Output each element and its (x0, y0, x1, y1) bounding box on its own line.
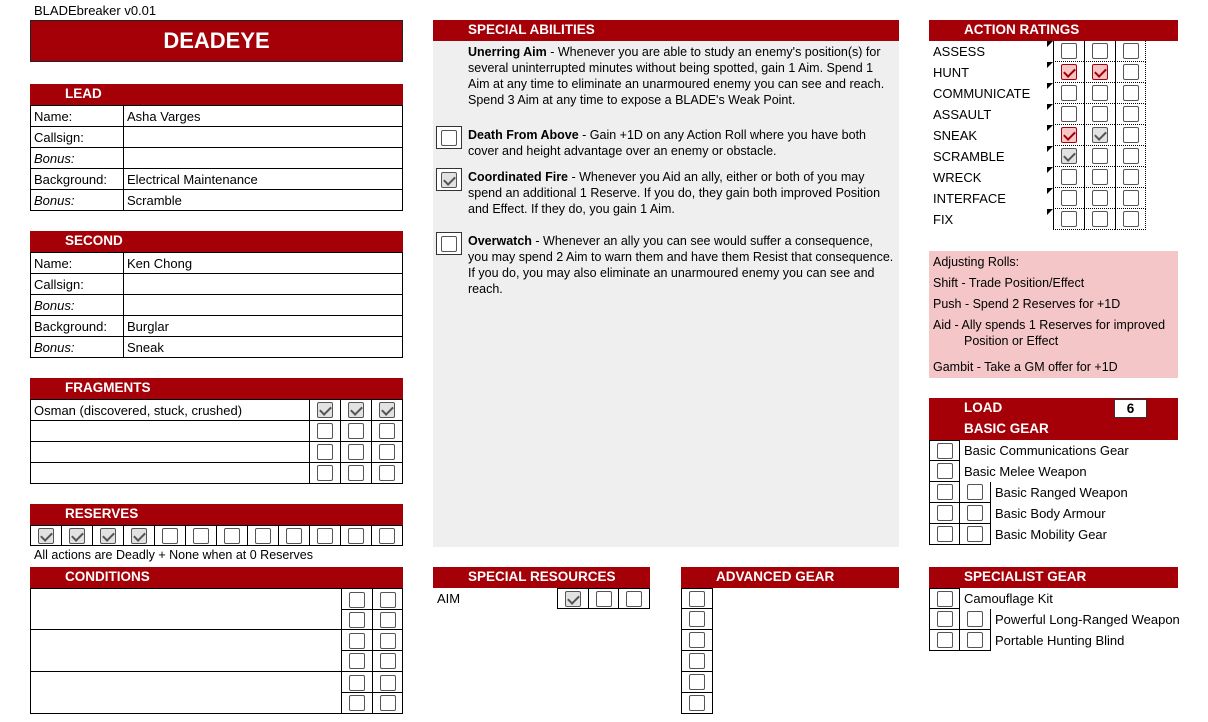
condition-check-cell (341, 672, 372, 693)
aim-cell (618, 589, 649, 608)
aim-checkbox[interactable] (626, 591, 642, 607)
basic-gear-name: Basic Mobility Gear (995, 527, 1107, 542)
ability-checkbox[interactable] (441, 130, 457, 146)
lead-row (31, 148, 403, 169)
ability-text (468, 127, 896, 159)
reserve-checkbox[interactable] (317, 528, 333, 544)
lead-field-value[interactable]: Asha Varges (124, 106, 403, 127)
condition-block (30, 588, 403, 630)
fragment-checkbox[interactable] (348, 423, 364, 439)
basic-gear-check-cell (929, 461, 960, 482)
lead-header: LEAD (30, 84, 403, 105)
fragment-checkbox[interactable] (348, 444, 364, 460)
load-header (929, 398, 1178, 440)
condition-check-cell (372, 630, 403, 651)
advanced-gear-checkbox[interactable] (689, 611, 705, 627)
specialist-gear-checkbox[interactable] (937, 591, 953, 607)
action-rating-cell (1053, 83, 1084, 104)
condition-checkbox[interactable] (380, 653, 396, 669)
condition-checkbox[interactable] (380, 612, 396, 628)
lead-field-label: Callsign: (31, 127, 124, 148)
action-rating-cell (1115, 62, 1146, 83)
condition-check-cell (341, 630, 372, 651)
fragment-check-cell (372, 400, 403, 421)
action-rating-cell (1053, 104, 1084, 125)
load-value[interactable]: 6 (1114, 399, 1147, 418)
load-label: LOAD (964, 400, 1003, 415)
condition-checkbox[interactable] (349, 612, 365, 628)
basic-gear-checkbox[interactable] (967, 526, 983, 542)
ability-checkbox[interactable] (441, 236, 457, 252)
condition-check-cell (372, 609, 403, 630)
second-field-label: Callsign: (31, 274, 124, 295)
action-name: ASSESS (933, 44, 986, 59)
fragment-check-cell (372, 463, 403, 484)
advanced-gear-slot (681, 651, 713, 672)
action-rating-cell (1053, 146, 1084, 167)
reserve-cell (31, 526, 61, 545)
basic-gear-name: Basic Ranged Weapon (995, 485, 1128, 500)
condition-check-cell (372, 692, 403, 713)
specialist-gear-header: SPECIALIST GEAR (929, 567, 1178, 588)
fragment-checkbox[interactable] (379, 423, 395, 439)
adjusting-rolls-panel (929, 251, 1178, 378)
action-rating-checkbox[interactable] (1061, 211, 1077, 227)
action-rating-checkbox[interactable] (1092, 211, 1108, 227)
lead-field-label: Background: (31, 169, 124, 190)
condition-checkbox[interactable] (349, 653, 365, 669)
condition-check-cell (341, 589, 372, 610)
fragment-check-cell (341, 463, 372, 484)
adjusting-push: Push - Spend 2 Reserves for +1D (933, 297, 1121, 311)
second-field-label: Bonus: (31, 337, 124, 358)
action-rating-cell (1084, 104, 1115, 125)
action-rating-checkbox[interactable] (1123, 190, 1139, 206)
specialist-gear-check-cell (929, 588, 960, 609)
lead-row (31, 106, 403, 127)
action-rating-cell (1084, 167, 1115, 188)
action-rating-cell (1115, 188, 1146, 209)
second-field-label: Bonus: (31, 295, 124, 316)
second-row (31, 274, 403, 295)
action-name: COMMUNICATE (933, 86, 1031, 101)
second-field-value[interactable]: Burglar (124, 316, 403, 337)
reserve-checkbox[interactable] (38, 528, 54, 544)
reserve-cell (61, 526, 92, 545)
specialist-gear-check-cell (929, 609, 960, 630)
lead-field-label: Name: (31, 106, 124, 127)
fragment-check-cell (310, 400, 341, 421)
ability-text (468, 169, 896, 217)
fragment-text[interactable]: Osman (discovered, stuck, crushed) (31, 400, 310, 421)
action-rating-cell (1084, 146, 1115, 167)
advanced-gear-slot (681, 588, 713, 609)
lead-field-value[interactable] (124, 148, 403, 169)
fragment-check-cell (341, 442, 372, 463)
special-abilities-header: SPECIAL ABILITIES (433, 20, 899, 41)
fragment-checkbox[interactable] (317, 402, 333, 418)
fragment-check-cell (310, 442, 341, 463)
action-rating-checkbox[interactable] (1061, 64, 1077, 80)
advanced-gear-checkbox[interactable] (689, 591, 705, 607)
advanced-gear-checkbox[interactable] (689, 653, 705, 669)
second-field-label: Background: (31, 316, 124, 337)
reserves-track (30, 525, 403, 546)
ability-name: Death From Above (468, 128, 579, 142)
advanced-gear-slot (681, 693, 713, 714)
condition-block (30, 672, 403, 714)
ability-description: - Whenever an ally you can see would suffer a consequence, you may spend 2 Aim to warn them and have them Resist that consequence. If you do, you may also eliminate an unarmoured enemy you can see and reach. (468, 234, 894, 296)
fragment-text[interactable] (31, 442, 310, 463)
aim-checkbox[interactable] (565, 591, 581, 607)
fragment-check-cell (341, 421, 372, 442)
reserve-cell (247, 526, 278, 545)
action-rating-checkbox[interactable] (1092, 43, 1108, 59)
special-resources-header: SPECIAL RESOURCES (433, 567, 650, 588)
condition-text[interactable] (31, 672, 341, 713)
reserves-header: RESERVES (30, 504, 403, 525)
adjusting-aid-cont: Position or Effect (964, 334, 1059, 348)
lead-row (31, 127, 403, 148)
action-rating-cell (1084, 62, 1115, 83)
fragment-text[interactable] (31, 463, 310, 484)
action-name: INTERFACE (933, 191, 1006, 206)
fragment-row (31, 421, 403, 442)
reserve-checkbox[interactable] (348, 528, 364, 544)
basic-gear-check-cell (929, 482, 960, 503)
fragment-checkbox[interactable] (317, 423, 333, 439)
basic-gear-list (929, 440, 1178, 545)
reserve-checkbox[interactable] (69, 528, 85, 544)
lead-field-value[interactable]: Electrical Maintenance (124, 169, 403, 190)
ability-checkbox-frame[interactable] (436, 126, 462, 149)
basic-gear-checkbox[interactable] (937, 526, 953, 542)
reserve-checkbox[interactable] (100, 528, 116, 544)
ability-description: - Gain +1D on any Action Roll where you have both cover and height advantage over an enemy or obstacle. (468, 128, 866, 158)
basic-gear-checkbox[interactable] (937, 463, 953, 479)
fragment-check-cell (310, 421, 341, 442)
action-rating-checkbox[interactable] (1061, 106, 1077, 122)
reserve-cell (278, 526, 309, 545)
action-rating-cell (1053, 167, 1084, 188)
ability-checkbox-frame[interactable] (436, 168, 462, 191)
action-rating-checkbox[interactable] (1061, 148, 1077, 164)
aim-checkbox[interactable] (596, 591, 612, 607)
action-rating-cell (1084, 41, 1115, 62)
action-rating-cell (1115, 83, 1146, 104)
fragment-check-cell (341, 400, 372, 421)
lead-field-value[interactable]: Scramble (124, 190, 403, 211)
aim-track (557, 588, 650, 609)
specialist-gear-checkbox[interactable] (937, 611, 953, 627)
ability-name: Coordinated Fire (468, 170, 569, 184)
action-ratings-list (929, 41, 1178, 230)
action-rating-checkbox[interactable] (1123, 85, 1139, 101)
action-rating-checkbox[interactable] (1061, 127, 1077, 143)
specialist-gear-name: Portable Hunting Blind (995, 633, 1125, 648)
action-rating-checkbox[interactable] (1123, 211, 1139, 227)
condition-checkbox[interactable] (380, 592, 396, 608)
basic-gear-check-cell (929, 503, 960, 524)
action-rating-cell (1053, 188, 1084, 209)
basic-gear-name: Basic Communications Gear (964, 443, 1129, 458)
fragment-checkbox[interactable] (379, 402, 395, 418)
action-rating-checkbox[interactable] (1123, 148, 1139, 164)
reserve-cell (309, 526, 340, 545)
reserve-checkbox[interactable] (286, 528, 302, 544)
specialist-gear-check-cell (960, 630, 991, 651)
basic-gear-check-cell (960, 524, 991, 545)
advanced-gear-slot (681, 672, 713, 693)
fragment-check-cell (372, 421, 403, 442)
ability-checkbox[interactable] (441, 172, 457, 188)
ability-checkbox-frame[interactable] (436, 232, 462, 255)
fragment-check-cell (372, 442, 403, 463)
action-rating-checkbox[interactable] (1123, 106, 1139, 122)
basic-gear-check-cell (929, 440, 960, 461)
playbook-title: DEADEYE (30, 20, 403, 62)
reserve-checkbox[interactable] (379, 528, 395, 544)
action-rating-checkbox[interactable] (1092, 169, 1108, 185)
lead-field-label: Bonus: (31, 190, 124, 211)
second-header: SECOND (30, 231, 403, 252)
action-rating-checkbox[interactable] (1123, 169, 1139, 185)
basic-gear-check-cell (929, 524, 960, 545)
advanced-gear-slot (681, 609, 713, 630)
action-name: SNEAK (933, 128, 978, 143)
second-field-value[interactable] (124, 295, 403, 316)
version-label: BLADEbreaker v0.01 (34, 3, 157, 18)
reserve-checkbox[interactable] (162, 528, 178, 544)
action-rating-checkbox[interactable] (1092, 127, 1108, 143)
fragments-header: FRAGMENTS (30, 378, 403, 399)
second-row (31, 295, 403, 316)
lead-field-value[interactable] (124, 127, 403, 148)
reserve-checkbox[interactable] (255, 528, 271, 544)
action-rating-checkbox[interactable] (1061, 190, 1077, 206)
condition-check-cell (341, 650, 372, 671)
condition-checkbox[interactable] (349, 592, 365, 608)
reserves-note: All actions are Deadly + None when at 0 Reserves (34, 548, 313, 562)
ability-text (468, 44, 896, 108)
fragment-checkbox[interactable] (348, 465, 364, 481)
basic-gear-label: BASIC GEAR (964, 421, 1049, 436)
condition-checkbox[interactable] (380, 633, 396, 649)
condition-check-cell (372, 589, 403, 610)
action-rating-checkbox[interactable] (1092, 85, 1108, 101)
action-name: FIX (933, 212, 954, 227)
condition-text[interactable] (31, 589, 341, 630)
fragment-row (31, 400, 403, 421)
action-rating-checkbox[interactable] (1092, 64, 1108, 80)
action-rating-cell (1115, 104, 1146, 125)
second-row (31, 253, 403, 274)
reserve-cell (340, 526, 371, 545)
second-row (31, 337, 403, 358)
adjusting-shift: Shift - Trade Position/Effect (933, 276, 1085, 290)
reserve-cell (92, 526, 123, 545)
action-rating-cell (1115, 146, 1146, 167)
adjusting-gambit: Gambit - Take a GM offer for +1D (933, 360, 1118, 374)
action-rating-checkbox[interactable] (1061, 85, 1077, 101)
fragment-text[interactable] (31, 421, 310, 442)
basic-gear-checkbox[interactable] (937, 443, 953, 459)
lead-row (31, 190, 403, 211)
adjusting-aid: Aid - Ally spends 1 Reserves for improved (933, 318, 1166, 332)
condition-checkbox[interactable] (380, 695, 396, 711)
reserve-checkbox[interactable] (224, 528, 240, 544)
specialist-gear-check-cell (960, 609, 991, 630)
second-field-value[interactable]: Ken Chong (124, 253, 403, 274)
action-rating-checkbox[interactable] (1123, 127, 1139, 143)
condition-block (30, 630, 403, 672)
aim-cell (558, 589, 588, 608)
aim-cell (588, 589, 619, 608)
ability-name: Unerring Aim (468, 45, 547, 59)
basic-gear-check-cell (960, 482, 991, 503)
advanced-gear-checkbox[interactable] (689, 632, 705, 648)
aim-label: AIM (437, 591, 461, 606)
action-rating-cell (1115, 209, 1146, 230)
condition-checkbox[interactable] (380, 675, 396, 691)
action-name: SCRAMBLE (933, 149, 1005, 164)
action-rating-cell (1115, 167, 1146, 188)
action-rating-cell (1053, 125, 1084, 146)
reserve-cell (185, 526, 216, 545)
condition-checkbox[interactable] (349, 633, 365, 649)
ability-description: - Whenever you are able to study an enemy's position(s) for several uninterrupted minutes without being spotted, gain 1 Aim. Spend 1 Aim at any time to eliminate an unarmoured enemy you can see and reach. Spend 3 Aim at any time to expose a BLADE's Weak Point. (468, 45, 885, 107)
reserve-cell (154, 526, 185, 545)
action-rating-checkbox[interactable] (1092, 106, 1108, 122)
condition-check-cell (372, 672, 403, 693)
action-rating-cell (1084, 188, 1115, 209)
specialist-gear-checkbox[interactable] (967, 611, 983, 627)
action-rating-cell (1053, 209, 1084, 230)
fragments-table (30, 399, 403, 484)
lead-row (31, 169, 403, 190)
action-rating-cell (1115, 41, 1146, 62)
advanced-gear-checkbox[interactable] (689, 695, 705, 711)
action-rating-checkbox[interactable] (1061, 169, 1077, 185)
action-rating-cell (1053, 41, 1084, 62)
specialist-gear-name: Powerful Long-Ranged Weapon (995, 612, 1180, 627)
second-field-value[interactable] (124, 274, 403, 295)
basic-gear-checkbox[interactable] (967, 484, 983, 500)
action-rating-cell (1084, 125, 1115, 146)
ability-text (468, 233, 896, 297)
specialist-gear-check-cell (929, 630, 960, 651)
condition-text[interactable] (31, 630, 341, 671)
fragment-check-cell (310, 463, 341, 484)
action-rating-checkbox[interactable] (1061, 43, 1077, 59)
action-rating-cell (1053, 62, 1084, 83)
action-rating-checkbox[interactable] (1092, 148, 1108, 164)
reserve-checkbox[interactable] (131, 528, 147, 544)
fragment-checkbox[interactable] (379, 465, 395, 481)
fragment-checkbox[interactable] (379, 444, 395, 460)
fragment-row (31, 463, 403, 484)
condition-check-cell (372, 650, 403, 671)
condition-checkbox[interactable] (349, 675, 365, 691)
action-ratings-header: ACTION RATINGS (929, 20, 1178, 41)
reserve-cell (216, 526, 247, 545)
condition-check-cell (341, 692, 372, 713)
lead-table (30, 105, 403, 211)
reserve-checkbox[interactable] (193, 528, 209, 544)
specialist-gear-checkbox[interactable] (937, 632, 953, 648)
fragment-checkbox[interactable] (317, 444, 333, 460)
specialist-gear-list (929, 588, 1178, 651)
adjusting-title: Adjusting Rolls: (933, 255, 1020, 269)
reserve-cell (123, 526, 154, 545)
ability-name: Overwatch (468, 234, 532, 248)
fragment-row (31, 442, 403, 463)
basic-gear-checkbox[interactable] (967, 505, 983, 521)
basic-gear-name: Basic Melee Weapon (964, 464, 1087, 479)
second-row (31, 316, 403, 337)
action-rating-checkbox[interactable] (1123, 43, 1139, 59)
second-field-label: Name: (31, 253, 124, 274)
second-field-value[interactable]: Sneak (124, 337, 403, 358)
action-rating-cell (1115, 125, 1146, 146)
basic-gear-checkbox[interactable] (937, 505, 953, 521)
basic-gear-checkbox[interactable] (937, 484, 953, 500)
specialist-gear-name: Camouflage Kit (964, 591, 1053, 606)
action-rating-cell (1084, 83, 1115, 104)
specialist-gear-checkbox[interactable] (967, 632, 983, 648)
action-rating-checkbox[interactable] (1092, 190, 1108, 206)
conditions-header: CONDITIONS (30, 567, 403, 588)
advanced-gear-checkbox[interactable] (689, 674, 705, 690)
action-name: ASSAULT (933, 107, 992, 122)
special-abilities-panel (433, 41, 899, 547)
second-table (30, 252, 403, 358)
condition-check-cell (341, 609, 372, 630)
basic-gear-name: Basic Body Armour (995, 506, 1106, 521)
advanced-gear-list (681, 588, 713, 714)
fragment-checkbox[interactable] (317, 465, 333, 481)
advanced-gear-header: ADVANCED GEAR (681, 567, 899, 588)
action-name: HUNT (933, 65, 970, 80)
basic-gear-check-cell (960, 503, 991, 524)
action-name: WRECK (933, 170, 982, 185)
action-rating-checkbox[interactable] (1123, 64, 1139, 80)
lead-field-label: Bonus: (31, 148, 124, 169)
conditions-area (30, 588, 403, 714)
action-rating-cell (1084, 209, 1115, 230)
fragment-checkbox[interactable] (348, 402, 364, 418)
condition-checkbox[interactable] (349, 695, 365, 711)
reserve-cell (371, 526, 402, 545)
ability-description: - Whenever you Aid an ally, either or both of you may spend an additional 1 Reserve. If you do, they gain both improved Position and Effect. If they do, you gain 1 Aim. (468, 170, 881, 216)
advanced-gear-slot (681, 630, 713, 651)
